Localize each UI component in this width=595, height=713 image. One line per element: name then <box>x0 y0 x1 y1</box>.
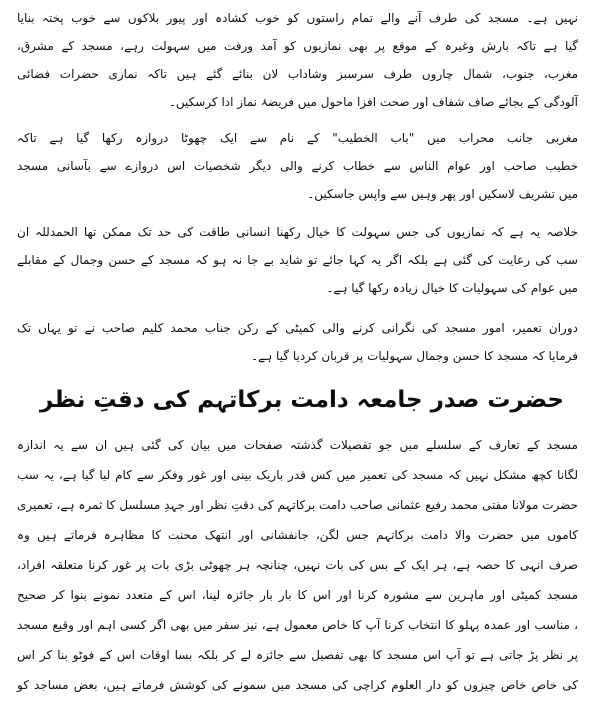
text-line: میں تشریف لاسکیں اور پھر وہیں سے واپس جاسکیں۔ <box>307 187 578 201</box>
text-line: مغرب، جنوب، شمال چاروں طرف سرسبز وشاداب لان بنائے گئے ہیں تاکہ نمازی حضرات فضائی <box>17 67 578 81</box>
text-line: میں عوام کی سہولیات کا خیال زیادہ رکھا گیا ہے۔ <box>326 281 578 295</box>
text-line: دوران تعمیر، امور مسجد کی نگرانی کرنے والی کمیٹی کے رکن جناب محمد کلیم صاحب نے تو یہاں تک <box>17 321 578 335</box>
text-line: فرمایا کہ مسجد کا حسن وجمال سہولیات پر قربان کردیا گیا ہے۔ <box>251 349 578 363</box>
text-line: کاموں میں حضرت والا دامت برکاتہم جس لگن، جانفشانی اور انتھک محنت کا مظاہرہ فرماتے ہیں وہ <box>17 528 578 542</box>
text-line: مسجد کمیٹی اور ماہرین سے مشورہ کرنا اور اس کا بار بار جائزہ لینا، اس کے متعدد نمونے بنوا کر صحیح <box>17 588 578 602</box>
text-line: مسجد کے تعارف کے سلسلے میں جو تفصیلات گذشتہ صفحات میں بیان کی گئی ہیں ان سے یہ اندازہ <box>17 438 578 452</box>
paragraph <box>17 4 578 116</box>
text-line: مغربی جانب محراب میں "باب الخطیب" کے نام سے ایک چھوٹا دروازہ رکھا گیا ہے تاکہ <box>17 131 578 145</box>
section-heading: حضرت صدر جامعہ دامت برکاتہم کی دقتِ نظر <box>40 387 564 413</box>
text-line: صرف انہی کا حصہ ہے، ہر ایک کے بس کی بات نہیں، چنانچہ ہر چھوٹی بڑی بات پر غور کرنا متعلقہ افراد، <box>17 558 578 572</box>
text-line: آلودگی کے بجائے صاف شفاف اور صحت افزا ماحول میں فریضۂ نماز ادا کرسکیں۔ <box>168 95 578 109</box>
text-line: نہیں ہے۔ مسجد کی طرف آنے والے تمام راستوں کو خوب کشادہ اور پیور بلاکوں سے خوب پختہ بنایا <box>17 11 578 25</box>
text-line: کی خاص خاص چیزوں کو دار العلوم کراچی کی مسجد میں سمونے کی کوشش فرماتے ہیں، بعض مساجد کو <box>17 678 578 692</box>
text-line: خطیب صاحب اور عوام الناس سے خطاب کرنے والی دیگر شخصیات اس دروازے سے بآسانی مسجد <box>17 159 578 173</box>
paragraph <box>17 218 578 302</box>
text-line: لگانا کچھ مشکل نہیں کہ مسجد کی تعمیر میں کس قدر باریک بینی اور غور وفکر سے کام لیا گیا ہے، یہ سب <box>17 468 578 482</box>
paragraph <box>17 124 578 208</box>
text-line: سب کی رعایت کی گئی ہے بلکہ اگر یہ کہا جائے تو شاید بے جا نہ ہو کہ مسجد کے حسن وجمال کے مقابلے <box>17 253 578 267</box>
text-line: ، مناسب اور عمدہ پہلو کا انتخاب کرنا آپ کا خاص معمول ہے، نیز سفر میں بھی اگر کسی اہم اور وقیع مسجد <box>17 618 578 632</box>
page-text-body <box>17 4 578 700</box>
paragraph <box>17 314 578 370</box>
text-line: خلاصہ یہ ہے کہ نمازیوں کی جس سہولت کا خیال رکھنا انسانی طاقت کی حد تک ممکن تھا الحمدللہ ان <box>17 225 578 239</box>
paragraph <box>17 430 578 700</box>
text-line: پر نظر پڑ جاتی ہے تو آپ اس مسجد کا بھی تفصیل سے جائزہ لے کر بلکہ بسا اوقات اس کے فوٹو بنا کر اس <box>17 648 578 662</box>
text-line: حضرت مولانا مفتی محمد رفیع عثمانی صاحب دامت برکاتہم کی دقتِ نظر اور جہدِ مسلسل کا ثمرہ ہے، تعمیری <box>17 498 578 512</box>
text-line: گیا ہے تاکہ بارش وغیرہ کے موقع پر بھی نمازیوں کو آمد ورفت میں سہولت رہے، مسجد کے مشرق، <box>17 39 578 53</box>
